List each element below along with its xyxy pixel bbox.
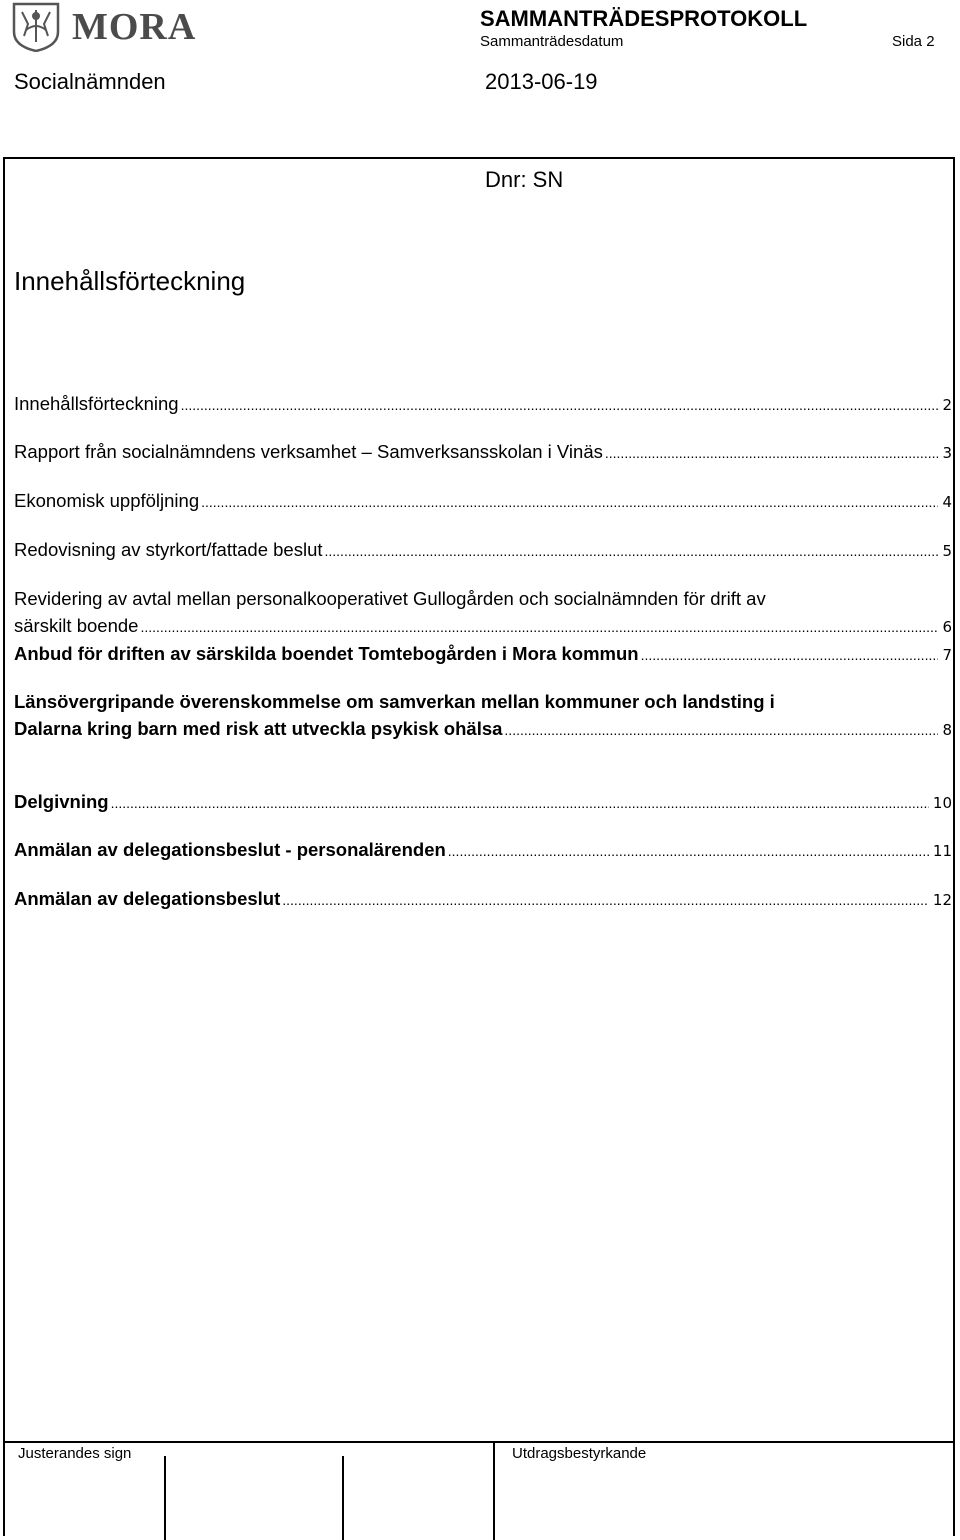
toc-page-number: 3 xyxy=(942,444,952,462)
toc-dot-leader xyxy=(641,642,939,669)
signature-box-divider xyxy=(164,1456,166,1540)
logo-wordmark: MORA xyxy=(72,6,197,48)
toc-entry-title: Innehållsförteckning xyxy=(14,393,179,414)
municipality-seal-logo xyxy=(12,2,60,52)
signature-box-divider xyxy=(342,1456,344,1540)
toc-dot-leader xyxy=(448,838,929,865)
toc-page-number: 7 xyxy=(942,646,952,664)
justerandes-sign-label: Justerandes sign xyxy=(18,1445,132,1462)
toc-entry-title: Ekonomisk uppföljning xyxy=(14,490,200,511)
toc-entry-title: Anmälan av delegationsbeslut - personalärenden xyxy=(14,839,446,860)
meeting-date-label: Sammanträdesdatum xyxy=(480,33,624,50)
toc-entry[interactable] xyxy=(14,585,954,641)
toc-dot-leader xyxy=(201,489,938,516)
toc-entry[interactable] xyxy=(14,438,954,467)
toc-entry-title-line: Revidering av avtal mellan personalkooperativet Gullogården och socialnämnden för drift av xyxy=(14,588,766,609)
toc-entry[interactable] xyxy=(14,788,954,817)
toc-entry-title: Anbud för driften av särskilda boendet Tomtebogården i Mora kommun xyxy=(14,643,639,664)
document-type: SAMMANTRÄDESPROTOKOLL xyxy=(480,6,808,31)
toc-page-number: 2 xyxy=(942,396,952,414)
page-number: Sida 2 xyxy=(892,33,935,50)
committee-name: Socialnämnden xyxy=(14,69,166,94)
toc-dot-leader xyxy=(325,538,939,565)
toc-entry-title: Rapport från socialnämndens verksamhet – Samverksansskolan i Vinäs xyxy=(14,441,603,462)
toc-dot-leader xyxy=(282,887,929,914)
case-number: Dnr: SN xyxy=(485,167,564,192)
toc-entry[interactable] xyxy=(14,487,954,516)
toc-page-number: 4 xyxy=(942,493,952,511)
meeting-date: 2013-06-19 xyxy=(485,69,598,94)
utdragsbestyrkande-label: Utdragsbestyrkande xyxy=(512,1445,647,1462)
toc-page-number: 10 xyxy=(932,794,952,812)
toc-dot-leader xyxy=(605,440,939,467)
toc-entry[interactable] xyxy=(14,688,954,744)
toc-heading: Innehållsförteckning xyxy=(14,266,246,296)
toc-dot-leader xyxy=(140,614,938,641)
toc-dot-leader xyxy=(181,392,939,419)
toc-entry-title: Redovisning av styrkort/fattade beslut xyxy=(14,539,323,560)
toc-entry[interactable] xyxy=(14,640,954,669)
toc-entry-title: Dalarna kring barn med risk att utveckla psykisk ohälsa xyxy=(14,718,503,739)
toc-page-number: 5 xyxy=(942,542,952,560)
toc-entry[interactable] xyxy=(14,836,954,865)
signature-box-divider xyxy=(493,1443,495,1540)
toc-entry-title: Delgivning xyxy=(14,791,109,812)
toc-entry[interactable] xyxy=(14,536,954,565)
toc-page-number: 12 xyxy=(932,891,952,909)
toc-dot-leader xyxy=(504,717,938,744)
toc-page-number: 6 xyxy=(942,618,952,636)
toc-dot-leader xyxy=(111,790,929,817)
footer-divider xyxy=(3,1441,955,1443)
toc-page-number: 11 xyxy=(932,842,952,860)
toc-entry-title: Anmälan av delegationsbeslut xyxy=(14,888,281,909)
toc-entry[interactable] xyxy=(14,390,954,419)
toc-page-number: 8 xyxy=(942,721,952,739)
toc-entry[interactable] xyxy=(14,885,954,914)
toc-entry-title-line: Länsövergripande överenskommelse om samverkan mellan kommuner och landsting i xyxy=(14,691,775,712)
toc-entry-title: särskilt boende xyxy=(14,615,139,636)
